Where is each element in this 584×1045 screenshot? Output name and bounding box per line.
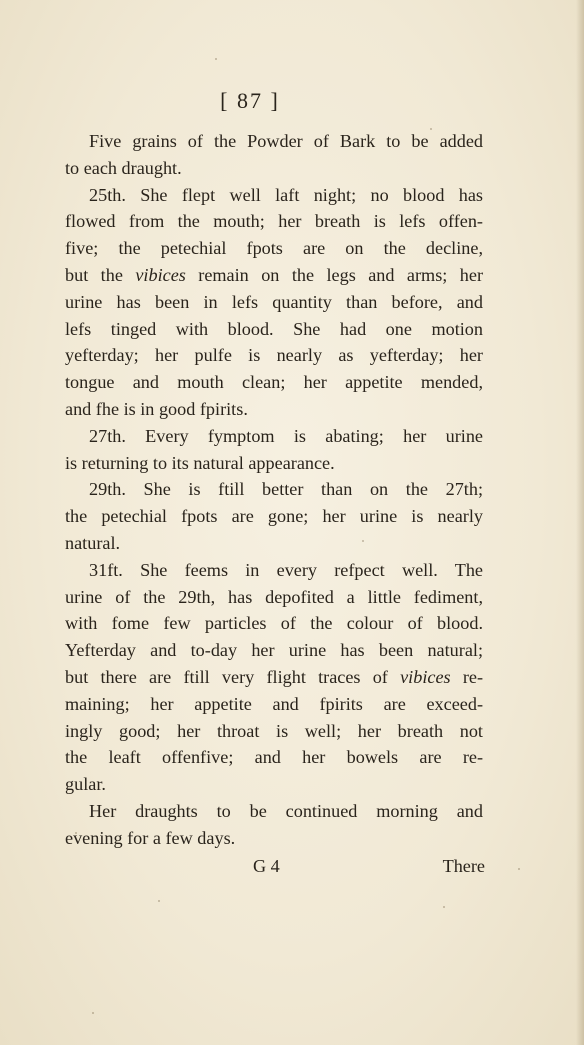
paper-speck: [518, 868, 520, 870]
paper-speck: [75, 832, 77, 834]
text-line: to each draught.: [65, 157, 182, 178]
text-line: 31ft. She feems in every refpect well. The: [89, 559, 483, 580]
text-line: 25th. She flept well laft night; no blood has: [89, 184, 483, 205]
text-line: tongue and mouth clean; her appetite mended,: [65, 372, 483, 393]
page-edge-shadow: [576, 0, 584, 1045]
text-line: flowed from the mouth; her breath is lefs offen-: [65, 211, 483, 232]
text-line: and fhe is in good fpirits.: [65, 398, 248, 419]
text-line: Her draughts to be continued morning and: [89, 800, 483, 821]
text-line: ingly good; her throat is well; her breath not: [65, 720, 483, 741]
paper-speck: [215, 58, 217, 60]
text-line: maining; her appetite and fpirits are exceed-: [65, 693, 483, 714]
body-text: [65, 128, 483, 852]
text-line: evening for a few days.: [65, 827, 236, 848]
paper-speck: [92, 1012, 94, 1014]
text-line: 29th. She is ftill better than on the 27th;: [89, 479, 483, 500]
text-line: urine has been in lefs quantity than before, and: [65, 291, 483, 312]
paper-speck: [443, 906, 445, 908]
text-line: yefterday; her pulfe is nearly as yefterday; her: [65, 345, 483, 366]
text-line: gular.: [65, 774, 106, 795]
text-line: natural.: [65, 532, 121, 553]
page-footer: [65, 856, 485, 884]
text-line: with fome few particles of the colour of blood.: [65, 613, 483, 634]
italic-word: vibices: [135, 264, 186, 285]
text-line: urine of the 29th, has depofited a little fediment,: [65, 586, 483, 607]
page-number: [ 87 ]: [220, 88, 280, 113]
text-line: Yefterday and to-day her urine has been natural;: [65, 640, 483, 661]
signature-mark: G 4: [253, 856, 280, 876]
text-line: but the vibices remain on the legs and arms; her: [65, 264, 483, 285]
catchword: There: [442, 856, 485, 876]
italic-word: vibices: [400, 666, 451, 687]
text-line: but there are ftill very flight traces of vibices re-: [65, 666, 483, 687]
paper-speck: [158, 900, 160, 902]
text-line: the petechial fpots are gone; her urine is nearly: [65, 506, 483, 527]
text-line: five; the petechial fpots are on the decline,: [65, 238, 483, 259]
paper-speck: [430, 128, 432, 130]
text-line: 27th. Every fymptom is abating; her urine: [89, 425, 483, 446]
text-line: the leaft offenfive; and her bowels are re-: [65, 747, 483, 768]
text-line: Five grains of the Powder of Bark to be added: [89, 131, 483, 151]
text-line: is returning to its natural appearance.: [65, 452, 335, 473]
paper-speck: [362, 540, 364, 542]
text-line: lefs tinged with blood. She had one motion: [65, 318, 483, 339]
